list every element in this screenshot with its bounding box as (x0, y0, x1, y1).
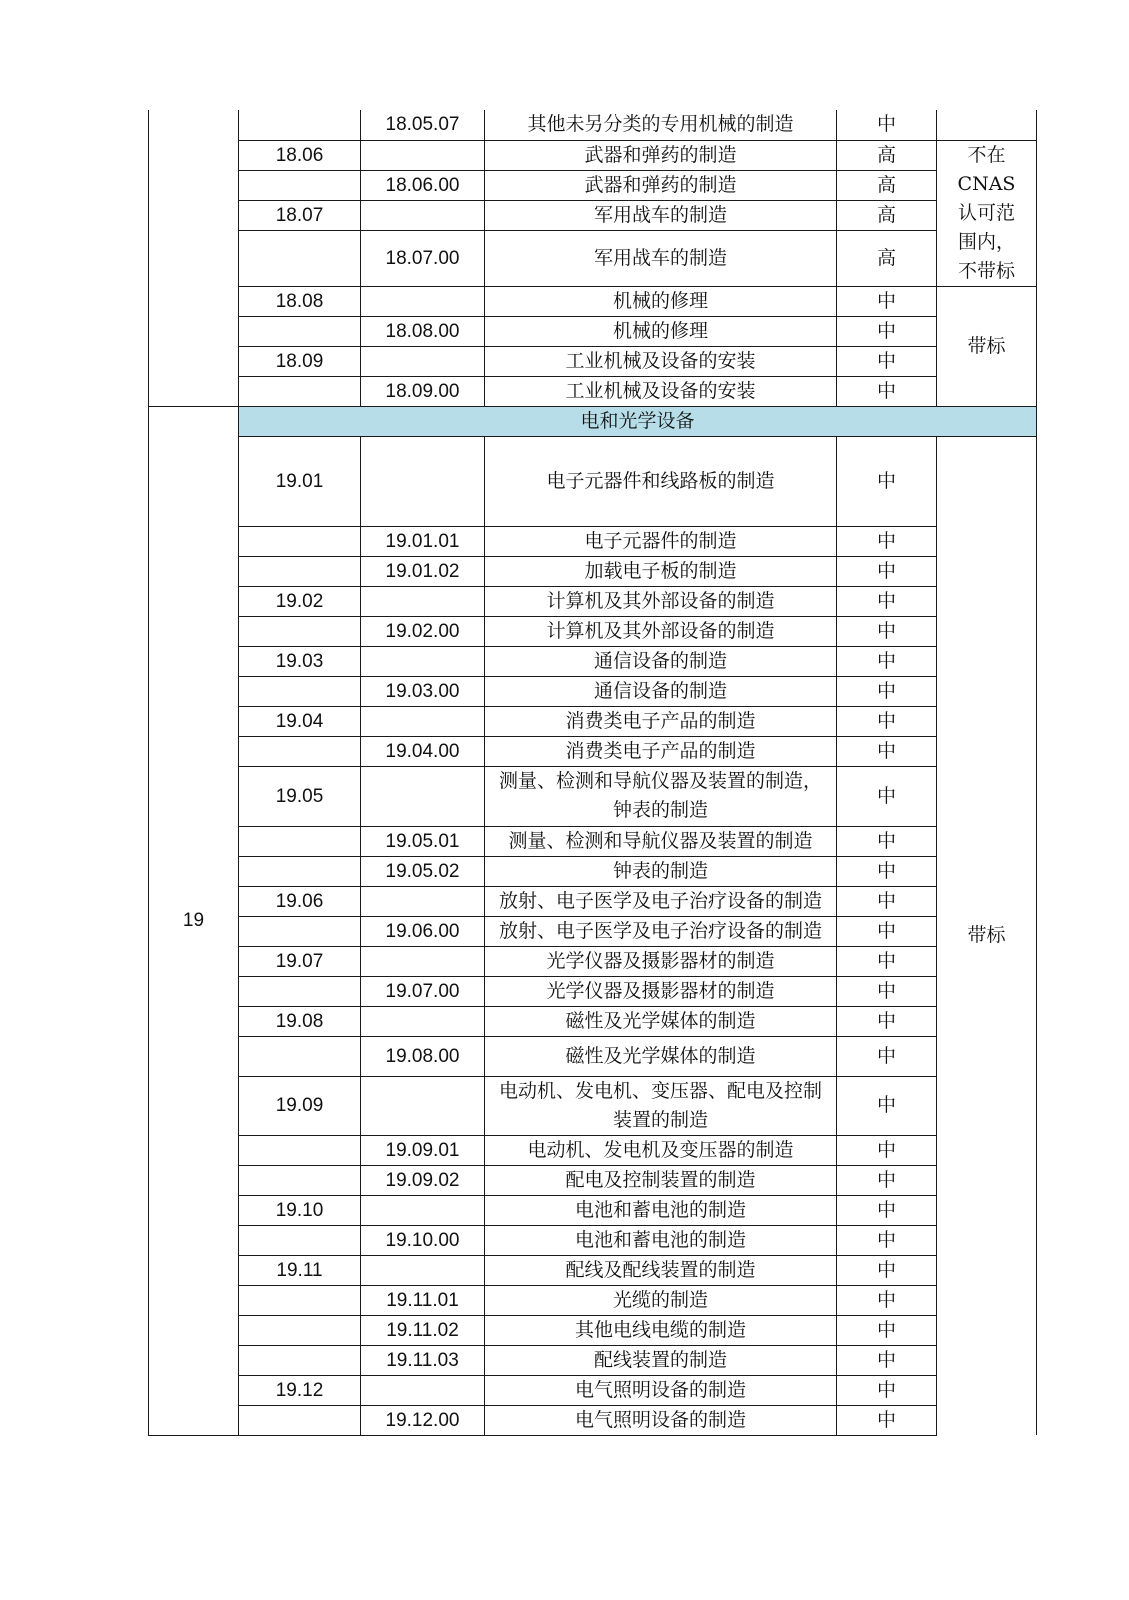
description: 加载电子板的制造 (485, 556, 837, 586)
subcategory-code: 18.05.07 (361, 110, 485, 140)
table-row (149, 286, 1037, 316)
subcategory-code: 19.11.02 (361, 1315, 485, 1345)
risk-level: 中 (837, 1165, 937, 1195)
category-code (239, 526, 361, 556)
category-code: 19.09 (239, 1076, 361, 1135)
description: 计算机及其外部设备的制造 (485, 586, 837, 616)
subcategory-code (361, 886, 485, 916)
category-code: 19.02 (239, 586, 361, 616)
risk-level: 中 (837, 766, 937, 826)
description: 计算机及其外部设备的制造 (485, 616, 837, 646)
description: 消费类电子产品的制造 (485, 736, 837, 766)
table-row (149, 976, 1037, 1006)
category-code: 18.06 (239, 140, 361, 170)
category-code (239, 976, 361, 1006)
description: 军用战车的制造 (485, 230, 837, 286)
table-row (149, 1165, 1037, 1195)
subcategory-code (361, 586, 485, 616)
category-code (239, 1405, 361, 1435)
table-row (149, 436, 1037, 526)
subcategory-code (361, 766, 485, 826)
category-code (239, 856, 361, 886)
risk-level: 中 (837, 1315, 937, 1345)
table-row (149, 886, 1037, 916)
category-code (239, 676, 361, 706)
category-code (239, 916, 361, 946)
risk-level: 中 (837, 1255, 937, 1285)
risk-level: 高 (837, 200, 937, 230)
risk-level: 中 (837, 1225, 937, 1255)
category-code (239, 1345, 361, 1375)
remark-not-accredited: 不在CNAS认可范围内，不带标 (937, 140, 1037, 286)
subcategory-code (361, 346, 485, 376)
table-row (149, 1345, 1037, 1375)
subcategory-code (361, 1255, 485, 1285)
description: 电子元器件的制造 (485, 526, 837, 556)
risk-level: 中 (837, 1195, 937, 1225)
category-code (239, 1165, 361, 1195)
description: 光缆的制造 (485, 1285, 837, 1315)
risk-level: 中 (837, 556, 937, 586)
category-code: 18.07 (239, 200, 361, 230)
category-code: 19.05 (239, 766, 361, 826)
description: 机械的修理 (485, 286, 837, 316)
table-row (149, 110, 1037, 140)
risk-level: 中 (837, 526, 937, 556)
section-title: 电和光学设备 (239, 406, 1037, 436)
description: 磁性及光学媒体的制造 (485, 1006, 837, 1036)
risk-level: 高 (837, 170, 937, 200)
description: 钟表的制造 (485, 856, 837, 886)
category-code (239, 1225, 361, 1255)
risk-level: 中 (837, 976, 937, 1006)
subcategory-code: 19.01.02 (361, 556, 485, 586)
description: 消费类电子产品的制造 (485, 706, 837, 736)
subcategory-code (361, 436, 485, 526)
subcategory-code (361, 200, 485, 230)
table-row (149, 1036, 1037, 1076)
category-code (239, 826, 361, 856)
table-row (149, 376, 1037, 406)
risk-level: 中 (837, 1345, 937, 1375)
description: 电子元器件和线路板的制造 (485, 436, 837, 526)
subcategory-code: 19.05.02 (361, 856, 485, 886)
subcategory-code: 19.04.00 (361, 736, 485, 766)
description: 武器和弹药的制造 (485, 140, 837, 170)
risk-level: 中 (837, 1076, 937, 1135)
subcategory-code: 19.11.03 (361, 1345, 485, 1375)
table-row (149, 526, 1037, 556)
subcategory-code: 19.02.00 (361, 616, 485, 646)
description: 电动机、发电机及变压器的制造 (485, 1135, 837, 1165)
risk-level: 中 (837, 706, 937, 736)
category-code (239, 1036, 361, 1076)
subcategory-code: 18.08.00 (361, 316, 485, 346)
table-row (149, 1285, 1037, 1315)
subcategory-code (361, 706, 485, 736)
category-code: 19.12 (239, 1375, 361, 1405)
table-row (149, 1255, 1037, 1285)
table-row (149, 676, 1037, 706)
subcategory-code (361, 1195, 485, 1225)
table-row (149, 170, 1037, 200)
risk-level: 中 (837, 916, 937, 946)
subcategory-code (361, 286, 485, 316)
category-code: 19.08 (239, 1006, 361, 1036)
risk-level: 中 (837, 856, 937, 886)
category-code: 19.06 (239, 886, 361, 916)
description: 配电及控制装置的制造 (485, 1165, 837, 1195)
industry-classification-table (148, 110, 1037, 1436)
category-code: 18.08 (239, 286, 361, 316)
table-row (149, 766, 1037, 826)
description: 机械的修理 (485, 316, 837, 346)
category-code: 19.04 (239, 706, 361, 736)
category-code (239, 1315, 361, 1345)
table-row (149, 1315, 1037, 1345)
table-row (149, 140, 1037, 170)
subcategory-code: 19.08.00 (361, 1036, 485, 1076)
category-code (239, 556, 361, 586)
category-code: 19.03 (239, 646, 361, 676)
subcategory-code (361, 1076, 485, 1135)
subcategory-code: 19.09.01 (361, 1135, 485, 1165)
table-row (149, 1076, 1037, 1135)
risk-level: 中 (837, 346, 937, 376)
table-row (149, 316, 1037, 346)
table-row (149, 1405, 1037, 1435)
risk-level: 中 (837, 646, 937, 676)
description: 军用战车的制造 (485, 200, 837, 230)
risk-level: 中 (837, 586, 937, 616)
category-code (239, 1285, 361, 1315)
risk-level: 高 (837, 230, 937, 286)
category-code (239, 376, 361, 406)
subcategory-code: 18.06.00 (361, 170, 485, 200)
risk-level: 中 (837, 1375, 937, 1405)
subcategory-code (361, 1375, 485, 1405)
table-row (149, 586, 1037, 616)
description: 武器和弹药的制造 (485, 170, 837, 200)
subcategory-code: 19.05.01 (361, 826, 485, 856)
description: 配线装置的制造 (485, 1345, 837, 1375)
description: 工业机械及设备的安装 (485, 346, 837, 376)
risk-level: 中 (837, 1006, 937, 1036)
description: 其他未另分类的专用机械的制造 (485, 110, 837, 140)
risk-level: 中 (837, 736, 937, 766)
description: 光学仪器及摄影器材的制造 (485, 976, 837, 1006)
description: 电池和蓄电池的制造 (485, 1195, 837, 1225)
subcategory-code: 19.06.00 (361, 916, 485, 946)
remark-cell (937, 110, 1037, 140)
subcategory-code: 19.07.00 (361, 976, 485, 1006)
category-code: 19.07 (239, 946, 361, 976)
table-row (149, 736, 1037, 766)
category-code: 18.09 (239, 346, 361, 376)
risk-level: 中 (837, 316, 937, 346)
description: 放射、电子医学及电子治疗设备的制造 (485, 916, 837, 946)
category-code (239, 1135, 361, 1165)
description: 通信设备的制造 (485, 676, 837, 706)
remark-marked: 带标 (937, 436, 1037, 1435)
table-row (149, 946, 1037, 976)
category-code (239, 230, 361, 286)
subcategory-code: 19.10.00 (361, 1225, 485, 1255)
category-code (239, 616, 361, 646)
subcategory-code: 19.09.02 (361, 1165, 485, 1195)
risk-level: 中 (837, 1036, 937, 1076)
category-code (239, 110, 361, 140)
description: 电气照明设备的制造 (485, 1375, 837, 1405)
subcategory-code: 18.07.00 (361, 230, 485, 286)
table-row (149, 1225, 1037, 1255)
category-code (239, 316, 361, 346)
description: 电动机、发电机、变压器、配电及控制装置的制造 (485, 1076, 837, 1135)
risk-level: 中 (837, 286, 937, 316)
table-row (149, 1006, 1037, 1036)
table-row (149, 346, 1037, 376)
risk-level: 中 (837, 436, 937, 526)
risk-level: 中 (837, 376, 937, 406)
category-code: 19.10 (239, 1195, 361, 1225)
table-row (149, 856, 1037, 886)
risk-level: 中 (837, 1285, 937, 1315)
description: 电气照明设备的制造 (485, 1405, 837, 1435)
risk-level: 中 (837, 826, 937, 856)
table-row (149, 706, 1037, 736)
risk-level: 中 (837, 1135, 937, 1165)
table-row (149, 230, 1037, 286)
major-code-cell (149, 110, 239, 406)
risk-level: 中 (837, 676, 937, 706)
table-row (149, 616, 1037, 646)
table-row (149, 1135, 1037, 1165)
category-code (239, 736, 361, 766)
risk-level: 高 (837, 140, 937, 170)
risk-level: 中 (837, 1405, 937, 1435)
table-row (149, 826, 1037, 856)
description: 通信设备的制造 (485, 646, 837, 676)
subcategory-code: 19.12.00 (361, 1405, 485, 1435)
category-code: 19.11 (239, 1255, 361, 1285)
description: 配线及配线装置的制造 (485, 1255, 837, 1285)
subcategory-code: 18.09.00 (361, 376, 485, 406)
category-code (239, 170, 361, 200)
remark-marked: 带标 (937, 286, 1037, 406)
risk-level: 中 (837, 110, 937, 140)
table-row (149, 1195, 1037, 1225)
subcategory-code (361, 946, 485, 976)
risk-level: 中 (837, 946, 937, 976)
subcategory-code: 19.01.01 (361, 526, 485, 556)
table-row (149, 1375, 1037, 1405)
subcategory-code (361, 646, 485, 676)
subcategory-code (361, 1006, 485, 1036)
table-row (149, 200, 1037, 230)
description: 光学仪器及摄影器材的制造 (485, 946, 837, 976)
major-code-cell: 19 (149, 406, 239, 1435)
risk-level: 中 (837, 886, 937, 916)
description: 测量、检测和导航仪器及装置的制造，钟表的制造 (485, 766, 837, 826)
category-code: 19.01 (239, 436, 361, 526)
table-row (149, 646, 1037, 676)
description: 测量、检测和导航仪器及装置的制造 (485, 826, 837, 856)
description: 放射、电子医学及电子治疗设备的制造 (485, 886, 837, 916)
description: 磁性及光学媒体的制造 (485, 1036, 837, 1076)
description: 其他电线电缆的制造 (485, 1315, 837, 1345)
subcategory-code: 19.03.00 (361, 676, 485, 706)
description: 工业机械及设备的安装 (485, 376, 837, 406)
table-row (149, 556, 1037, 586)
subcategory-code: 19.11.01 (361, 1285, 485, 1315)
section-header-row (149, 406, 1037, 436)
risk-level: 中 (837, 616, 937, 646)
table-row (149, 916, 1037, 946)
subcategory-code (361, 140, 485, 170)
description: 电池和蓄电池的制造 (485, 1225, 837, 1255)
